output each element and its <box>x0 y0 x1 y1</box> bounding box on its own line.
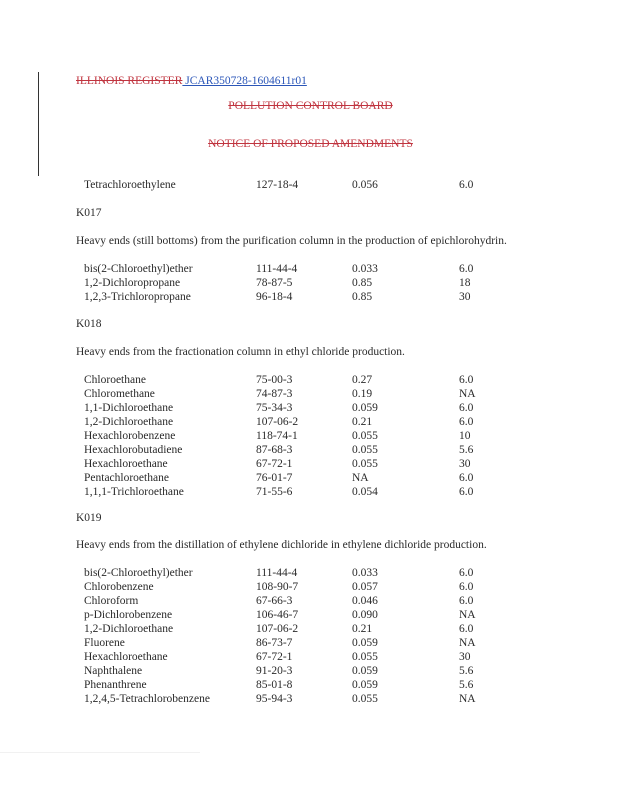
nonwastewater-value: 5.6 <box>459 665 474 677</box>
constituent-name: 1,2-Dichloroethane <box>84 623 174 635</box>
wastewater-value: 0.85 <box>352 291 373 303</box>
constituent-name: Chloromethane <box>84 388 155 400</box>
waste-code: K017 <box>76 207 102 219</box>
constituent-name: Hexachloroethane <box>84 651 168 663</box>
cas-number: 87-68-3 <box>256 444 293 456</box>
wastewater-value: 0.033 <box>352 263 378 275</box>
cas-number: 75-34-3 <box>256 402 293 414</box>
wastewater-value: 0.85 <box>352 277 373 289</box>
wastewater-value: 0.059 <box>352 402 378 414</box>
nonwastewater-value: 6.0 <box>459 374 474 386</box>
wastewater-value: 0.090 <box>352 609 378 621</box>
constituent-name: Phenanthrene <box>84 679 147 691</box>
cas-number: 108-90-7 <box>256 581 299 593</box>
cas-number: 118-74-1 <box>256 430 298 442</box>
wastewater-value: 0.033 <box>352 567 378 579</box>
constituent-name: Naphthalene <box>84 665 143 677</box>
wastewater-value: 0.21 <box>352 623 373 635</box>
nonwastewater-value: 10 <box>459 430 471 442</box>
waste-code: K018 <box>76 318 102 330</box>
wastewater-value: 0.057 <box>352 581 378 593</box>
nonwastewater-value: 6.0 <box>459 472 474 484</box>
nonwastewater-value: 6.0 <box>459 416 474 428</box>
constituent-name: Chlorobenzene <box>84 581 154 593</box>
cas-number: 71-55-6 <box>256 486 293 498</box>
register-struck-text: ILLINOIS REGISTER <box>76 75 183 87</box>
cas-number: 111-44-4 <box>256 263 298 275</box>
cas-number: 106-46-7 <box>256 609 299 621</box>
nonwastewater-value: 30 <box>459 651 471 663</box>
wastewater-value: 0.059 <box>352 665 378 677</box>
cas-number: 96-18-4 <box>256 291 293 303</box>
cas-number: 75-00-3 <box>256 374 293 386</box>
cas-number: 127-18-4 <box>256 179 299 191</box>
constituent-name: Hexachloroethane <box>84 458 168 470</box>
nonwastewater-value: 30 <box>459 458 471 470</box>
wastewater-value: 0.059 <box>352 637 378 649</box>
board-heading: POLLUTION CONTROL BOARD <box>228 100 393 112</box>
wastewater-value: NA <box>352 472 369 484</box>
nonwastewater-value: 6.0 <box>459 623 474 635</box>
wastewater-value: 0.055 <box>352 693 378 705</box>
nonwastewater-value: 6.0 <box>459 595 474 607</box>
cas-number: 107-06-2 <box>256 416 299 428</box>
cas-number: 107-06-2 <box>256 623 299 635</box>
nonwastewater-value: 6.0 <box>459 402 474 414</box>
constituent-name: 1,2-Dichloropropane <box>84 277 181 289</box>
constituent-name: bis(2-Chloroethyl)ether <box>84 567 193 579</box>
constituent-name: Fluorene <box>84 637 125 649</box>
constituent-name: 1,1,1-Trichloroethane <box>84 486 184 498</box>
nonwastewater-value: 18 <box>459 277 471 289</box>
constituent-name: Chloroethane <box>84 374 146 386</box>
wastewater-value: 0.056 <box>352 179 378 191</box>
notice-heading: NOTICE OF PROPOSED AMENDMENTS <box>208 138 413 150</box>
waste-description: Heavy ends from the distillation of ethylene dichloride in ethylene dichloride production. <box>76 539 487 551</box>
constituent-name: Chloroform <box>84 595 139 607</box>
wastewater-value: 0.21 <box>352 416 373 428</box>
constituent-name: 1,2-Dichloroethane <box>84 416 174 428</box>
cas-number: 67-72-1 <box>256 651 293 663</box>
waste-description: Heavy ends (still bottoms) from the purification column in the production of epichlorohydrin. <box>76 235 507 247</box>
register-header <box>76 75 307 87</box>
nonwastewater-value: 5.6 <box>459 444 474 456</box>
nonwastewater-value: 6.0 <box>459 567 474 579</box>
wastewater-value: 0.054 <box>352 486 378 498</box>
wastewater-value: 0.055 <box>352 458 378 470</box>
cas-number: 67-72-1 <box>256 458 293 470</box>
wastewater-value: 0.055 <box>352 430 378 442</box>
constituent-name: 1,1-Dichloroethane <box>84 402 174 414</box>
cas-number: 86-73-7 <box>256 637 293 649</box>
register-inserted-text: JCAR350728-1604611r01 <box>182 75 307 87</box>
constituent-name: 1,2,4,5-Tetrachlorobenzene <box>84 693 210 705</box>
cas-number: 91-20-3 <box>256 665 293 677</box>
constituent-name: bis(2-Chloroethyl)ether <box>84 263 193 275</box>
nonwastewater-value: NA <box>459 388 476 400</box>
cas-number: 95-94-3 <box>256 693 293 705</box>
nonwastewater-value: 6.0 <box>459 263 474 275</box>
cas-number: 67-66-3 <box>256 595 293 607</box>
cas-number: 74-87-3 <box>256 388 293 400</box>
constituent-name: Pentachloroethane <box>84 472 169 484</box>
wastewater-value: 0.27 <box>352 374 373 386</box>
nonwastewater-value: 30 <box>459 291 471 303</box>
revision-change-bar <box>38 72 39 176</box>
wastewater-value: 0.055 <box>352 444 378 456</box>
constituent-name: Hexachlorobutadiene <box>84 444 183 456</box>
waste-code: K019 <box>76 512 102 524</box>
cas-number: 111-44-4 <box>256 567 298 579</box>
wastewater-value: 0.19 <box>352 388 373 400</box>
nonwastewater-value: NA <box>459 637 476 649</box>
cas-number: 85-01-8 <box>256 679 293 691</box>
constituent-name: p-Dichlorobenzene <box>84 609 173 621</box>
constituent-name: Hexachlorobenzene <box>84 430 176 442</box>
footer-divider <box>0 752 200 753</box>
wastewater-value: 0.055 <box>352 651 378 663</box>
cas-number: 78-87-5 <box>256 277 293 289</box>
wastewater-value: 0.059 <box>352 679 378 691</box>
wastewater-value: 0.046 <box>352 595 378 607</box>
waste-description: Heavy ends from the fractionation column in ethyl chloride production. <box>76 346 405 358</box>
nonwastewater-value: NA <box>459 693 476 705</box>
nonwastewater-value: 6.0 <box>459 486 474 498</box>
cas-number: 76-01-7 <box>256 472 293 484</box>
nonwastewater-value: 6.0 <box>459 581 474 593</box>
constituent-name: Tetrachloroethylene <box>84 179 176 191</box>
constituent-name: 1,2,3-Trichloropropane <box>84 291 191 303</box>
nonwastewater-value: NA <box>459 609 476 621</box>
nonwastewater-value: 5.6 <box>459 679 474 691</box>
nonwastewater-value: 6.0 <box>459 179 474 191</box>
